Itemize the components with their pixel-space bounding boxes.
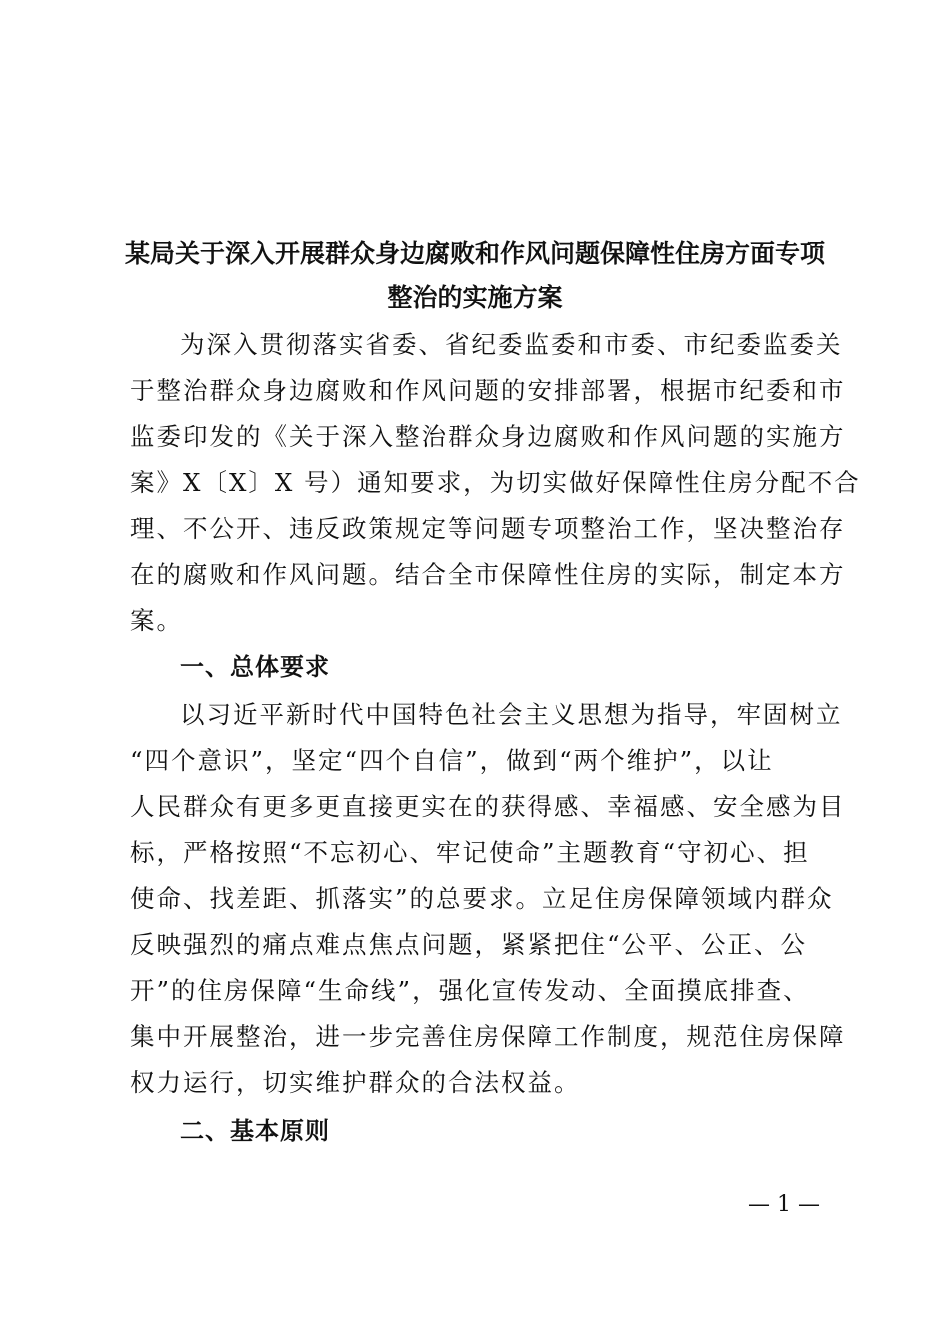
section1-line: 标，严格按照“不忘初心、牢记使命”主题教育“守初心、担 bbox=[130, 838, 810, 867]
section2-heading: 二、基本原则 bbox=[180, 1117, 330, 1145]
page-number: — 1 — bbox=[748, 1192, 820, 1217]
intro-line: 监委印发的《关于深入整治群众身边腐败和作风问题的实施方 bbox=[130, 422, 846, 451]
section1-line: 开”的住房保障“生命线”，强化宣传发动、全面摸底排查、 bbox=[130, 976, 810, 1005]
intro-line: 于整治群众身边腐败和作风问题的安排部署，根据市纪委和市 bbox=[130, 376, 846, 405]
document-title-line1: 某局关于深入开展群众身边腐败和作风问题保障性住房方面专项 bbox=[124, 239, 825, 268]
intro-line: 在的腐败和作风问题。结合全市保障性住房的实际，制定本方 bbox=[130, 560, 846, 589]
section1-line: 以习近平新时代中国特色社会主义思想为指导，牢固树立 bbox=[180, 700, 843, 729]
document-title-line2: 整治的实施方案 bbox=[387, 283, 563, 312]
section1-line: 集中开展整治，进一步完善住房保障工作制度，规范住房保障 bbox=[130, 1022, 846, 1051]
section1-line: 人民群众有更多更直接更实在的获得感、幸福感、安全感为目 bbox=[130, 792, 846, 821]
intro-line: 案》X〔X〕X 号）通知要求，为切实做好保障性住房分配不合 bbox=[130, 468, 861, 497]
section1-heading: 一、总体要求 bbox=[180, 653, 330, 681]
intro-line: 理、不公开、违反政策规定等问题专项整治工作，坚决整治存 bbox=[130, 514, 846, 543]
section1-line: “四个意识”，坚定“四个自信”，做到“两个维护”，以让 bbox=[130, 746, 774, 775]
section1-line: 反映强烈的痛点难点焦点问题，紧紧把住“公平、公正、公 bbox=[130, 930, 808, 959]
section1-line: 使命、找差距、抓落实”的总要求。立足住房保障领域内群众 bbox=[130, 884, 834, 913]
intro-line: 案。 bbox=[130, 606, 183, 635]
section1-line: 权力运行，切实维护群众的合法权益。 bbox=[130, 1068, 581, 1097]
intro-line: 为深入贯彻落实省委、省纪委监委和市委、市纪委监委关 bbox=[180, 330, 843, 359]
